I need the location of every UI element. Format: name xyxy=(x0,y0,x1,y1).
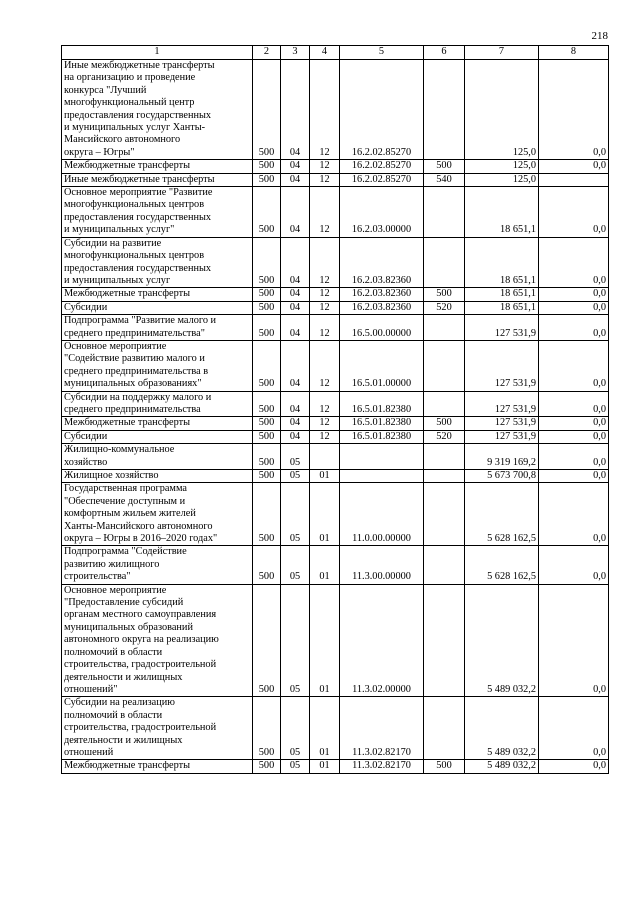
table-row xyxy=(62,760,609,773)
row-amount: 127 531,9 xyxy=(465,315,539,341)
row-amount: 5 489 032,2 xyxy=(465,697,539,760)
row-expense-type: 520 xyxy=(424,430,465,443)
row-target-article: 16.2.03.82360 xyxy=(340,288,424,301)
row-expense-type: 540 xyxy=(424,173,465,186)
row-code-3: 04 xyxy=(281,301,310,314)
row-code-4: 12 xyxy=(310,160,340,173)
row-code-3: 05 xyxy=(281,483,310,546)
row-expense-type xyxy=(424,470,465,483)
table-row xyxy=(62,301,609,314)
row-expense-type xyxy=(424,187,465,238)
row-code-4: 12 xyxy=(310,430,340,443)
row-code-3: 05 xyxy=(281,584,310,697)
row-amount: 18 651,1 xyxy=(465,301,539,314)
row-name: Субсидии на реализацию полномочий в области строительства, градостроительной деятельности и жилищных отношений xyxy=(62,697,253,760)
row-code-3: 05 xyxy=(281,444,310,470)
table-row xyxy=(62,340,609,391)
row-code-4: 01 xyxy=(310,697,340,760)
row-code-4: 01 xyxy=(310,760,340,773)
row-expense-type: 500 xyxy=(424,288,465,301)
row-target-article: 16.2.02.85270 xyxy=(340,160,424,173)
table-row xyxy=(62,187,609,238)
table-row xyxy=(62,315,609,341)
row-code-2: 500 xyxy=(253,315,281,341)
row-target-article: 11.3.02.82170 xyxy=(340,760,424,773)
row-code-2: 500 xyxy=(253,417,281,430)
row-target-article: 16.5.00.00000 xyxy=(340,315,424,341)
header-row xyxy=(62,46,609,60)
row-code-2: 500 xyxy=(253,173,281,186)
row-target-article: 16.2.02.85270 xyxy=(340,60,424,160)
row-amount: 18 651,1 xyxy=(465,187,539,238)
row-expense-type xyxy=(424,315,465,341)
row-code-4: 12 xyxy=(310,60,340,160)
row-code-3: 04 xyxy=(281,288,310,301)
header-cell-5: 5 xyxy=(340,46,424,60)
table-row xyxy=(62,584,609,697)
row-code-2: 500 xyxy=(253,546,281,584)
row-code-2: 500 xyxy=(253,444,281,470)
row-amount: 127 531,9 xyxy=(465,430,539,443)
row-expense-type xyxy=(424,483,465,546)
row-amount-2: 0,0 xyxy=(539,697,609,760)
row-amount: 5 489 032,2 xyxy=(465,584,539,697)
row-name: Государственная программа "Обеспечение доступным и комфортным жильем жителей Ханты-Мансийского автономного округа – Югры в 2016–2020 годах" xyxy=(62,483,253,546)
row-amount: 127 531,9 xyxy=(465,417,539,430)
row-target-article: 11.3.00.00000 xyxy=(340,546,424,584)
row-expense-type: 500 xyxy=(424,160,465,173)
row-amount-2: 0,0 xyxy=(539,584,609,697)
row-name: Подпрограмма "Содействие развитию жилищного строительства" xyxy=(62,546,253,584)
header-cell-1: 1 xyxy=(62,46,253,60)
row-code-3: 04 xyxy=(281,160,310,173)
row-target-article: 16.2.03.00000 xyxy=(340,187,424,238)
row-code-2: 500 xyxy=(253,470,281,483)
row-amount: 127 531,9 xyxy=(465,340,539,391)
row-code-4 xyxy=(310,444,340,470)
row-expense-type xyxy=(424,697,465,760)
row-code-4: 01 xyxy=(310,483,340,546)
row-code-2: 500 xyxy=(253,187,281,238)
row-code-3: 04 xyxy=(281,315,310,341)
table-row xyxy=(62,483,609,546)
row-target-article: 11.3.02.82170 xyxy=(340,697,424,760)
row-code-4: 01 xyxy=(310,546,340,584)
row-code-4: 12 xyxy=(310,237,340,288)
row-code-3: 04 xyxy=(281,60,310,160)
row-target-article: 16.2.03.82360 xyxy=(340,237,424,288)
row-code-2: 500 xyxy=(253,430,281,443)
row-expense-type xyxy=(424,60,465,160)
row-expense-type xyxy=(424,340,465,391)
row-name: Основное мероприятие "Содействие развитию малого и среднего предпринимательства в муниципальных образованиях" xyxy=(62,340,253,391)
table-row xyxy=(62,288,609,301)
budget-table xyxy=(61,45,609,774)
row-amount-2: 0,0 xyxy=(539,417,609,430)
row-code-2: 500 xyxy=(253,584,281,697)
table-row xyxy=(62,417,609,430)
row-code-3: 04 xyxy=(281,417,310,430)
row-amount-2: 0,0 xyxy=(539,315,609,341)
row-code-2: 500 xyxy=(253,340,281,391)
row-amount-2: 0,0 xyxy=(539,60,609,160)
row-name: Субсидии xyxy=(62,430,253,443)
row-amount-2: 0,0 xyxy=(539,391,609,417)
row-amount: 125,0 xyxy=(465,60,539,160)
header-cell-3: 3 xyxy=(281,46,310,60)
row-target-article: 16.5.01.00000 xyxy=(340,340,424,391)
row-code-2: 500 xyxy=(253,301,281,314)
header-cell-7: 7 xyxy=(465,46,539,60)
row-amount-2: 0,0 xyxy=(539,237,609,288)
row-amount: 9 319 169,2 xyxy=(465,444,539,470)
row-code-3: 05 xyxy=(281,546,310,584)
row-amount: 125,0 xyxy=(465,173,539,186)
row-expense-type xyxy=(424,546,465,584)
table-row xyxy=(62,697,609,760)
table-row xyxy=(62,237,609,288)
table-row xyxy=(62,60,609,160)
row-expense-type xyxy=(424,237,465,288)
row-name: Подпрограмма "Развитие малого и среднего предпринимательства" xyxy=(62,315,253,341)
row-amount-2: 0,0 xyxy=(539,301,609,314)
table-row xyxy=(62,391,609,417)
row-expense-type xyxy=(424,584,465,697)
row-amount: 5 628 162,5 xyxy=(465,483,539,546)
row-amount-2: 0,0 xyxy=(539,444,609,470)
row-amount: 18 651,1 xyxy=(465,288,539,301)
row-code-2: 500 xyxy=(253,391,281,417)
row-name: Субсидии на развитие многофункциональных центров предоставления государственных и муниципальных услуг xyxy=(62,237,253,288)
row-code-3: 05 xyxy=(281,697,310,760)
row-code-3: 04 xyxy=(281,340,310,391)
row-name: Основное мероприятие "Развитие многофункциональных центров предоставления государственных и муниципальных услуг" xyxy=(62,187,253,238)
table-header xyxy=(62,46,609,60)
page-number: 218 xyxy=(591,30,608,42)
row-target-article: 16.5.01.82380 xyxy=(340,430,424,443)
row-code-4: 01 xyxy=(310,584,340,697)
row-amount-2: 0,0 xyxy=(539,760,609,773)
row-name: Основное мероприятие "Предоставление субсидий органам местного самоуправления муниципальных образований автономного округа на реализацию полномочий в области строительства, градостроительной деятельности и жилищных отношений" xyxy=(62,584,253,697)
row-amount: 5 489 032,2 xyxy=(465,760,539,773)
row-target-article: 11.0.00.00000 xyxy=(340,483,424,546)
header-cell-2: 2 xyxy=(253,46,281,60)
row-amount-2: 0,0 xyxy=(539,340,609,391)
row-code-4: 12 xyxy=(310,301,340,314)
row-code-2: 500 xyxy=(253,237,281,288)
row-code-3: 04 xyxy=(281,430,310,443)
row-amount-2: 0,0 xyxy=(539,546,609,584)
row-code-4: 12 xyxy=(310,315,340,341)
row-code-2: 500 xyxy=(253,288,281,301)
table-row xyxy=(62,444,609,470)
row-expense-type xyxy=(424,444,465,470)
row-amount: 18 651,1 xyxy=(465,237,539,288)
row-code-2: 500 xyxy=(253,760,281,773)
row-target-article: 16.5.01.82380 xyxy=(340,417,424,430)
table-row xyxy=(62,173,609,186)
row-target-article xyxy=(340,444,424,470)
row-expense-type: 500 xyxy=(424,417,465,430)
row-code-4: 12 xyxy=(310,187,340,238)
row-code-4: 12 xyxy=(310,173,340,186)
row-target-article: 16.5.01.82380 xyxy=(340,391,424,417)
row-expense-type: 520 xyxy=(424,301,465,314)
row-target-article: 11.3.02.00000 xyxy=(340,584,424,697)
row-name: Иные межбюджетные трансферты на организацию и проведение конкурса "Лучший многофункциональный центр предоставления государственных и муниципальных услуг Ханты- Мансийского автономного округа – Югры" xyxy=(62,60,253,160)
row-code-3: 04 xyxy=(281,391,310,417)
row-code-3: 05 xyxy=(281,760,310,773)
row-code-4: 12 xyxy=(310,340,340,391)
row-expense-type xyxy=(424,391,465,417)
row-amount-2: 0,0 xyxy=(539,430,609,443)
row-amount-2 xyxy=(539,173,609,186)
table-row xyxy=(62,160,609,173)
row-code-4: 01 xyxy=(310,470,340,483)
row-name: Субсидии на поддержку малого и среднего предпринимательства xyxy=(62,391,253,417)
row-amount-2: 0,0 xyxy=(539,160,609,173)
row-code-2: 500 xyxy=(253,483,281,546)
row-target-article: 16.2.03.82360 xyxy=(340,301,424,314)
row-name: Иные межбюджетные трансферты xyxy=(62,173,253,186)
row-code-3: 04 xyxy=(281,187,310,238)
row-amount: 5 673 700,8 xyxy=(465,470,539,483)
row-target-article: 16.2.02.85270 xyxy=(340,173,424,186)
table-row xyxy=(62,430,609,443)
row-expense-type: 500 xyxy=(424,760,465,773)
row-name: Жилищно-коммунальное хозяйство xyxy=(62,444,253,470)
row-code-2: 500 xyxy=(253,697,281,760)
row-code-4: 12 xyxy=(310,288,340,301)
row-name: Межбюджетные трансферты xyxy=(62,160,253,173)
row-target-article xyxy=(340,470,424,483)
row-amount-2: 0,0 xyxy=(539,288,609,301)
row-amount: 5 628 162,5 xyxy=(465,546,539,584)
table-row xyxy=(62,546,609,584)
row-code-3: 05 xyxy=(281,470,310,483)
header-cell-4: 4 xyxy=(310,46,340,60)
row-name: Межбюджетные трансферты xyxy=(62,288,253,301)
row-name: Жилищное хозяйство xyxy=(62,470,253,483)
row-amount-2: 0,0 xyxy=(539,483,609,546)
header-cell-8: 8 xyxy=(539,46,609,60)
table-body xyxy=(62,60,609,774)
row-code-3: 04 xyxy=(281,237,310,288)
row-name: Межбюджетные трансферты xyxy=(62,417,253,430)
row-amount-2: 0,0 xyxy=(539,470,609,483)
row-name: Субсидии xyxy=(62,301,253,314)
row-code-4: 12 xyxy=(310,417,340,430)
header-cell-6: 6 xyxy=(424,46,465,60)
row-amount: 127 531,9 xyxy=(465,391,539,417)
row-amount-2: 0,0 xyxy=(539,187,609,238)
row-code-4: 12 xyxy=(310,391,340,417)
row-code-2: 500 xyxy=(253,60,281,160)
row-code-3: 04 xyxy=(281,173,310,186)
row-code-2: 500 xyxy=(253,160,281,173)
row-name: Межбюджетные трансферты xyxy=(62,760,253,773)
row-amount: 125,0 xyxy=(465,160,539,173)
table-row xyxy=(62,470,609,483)
